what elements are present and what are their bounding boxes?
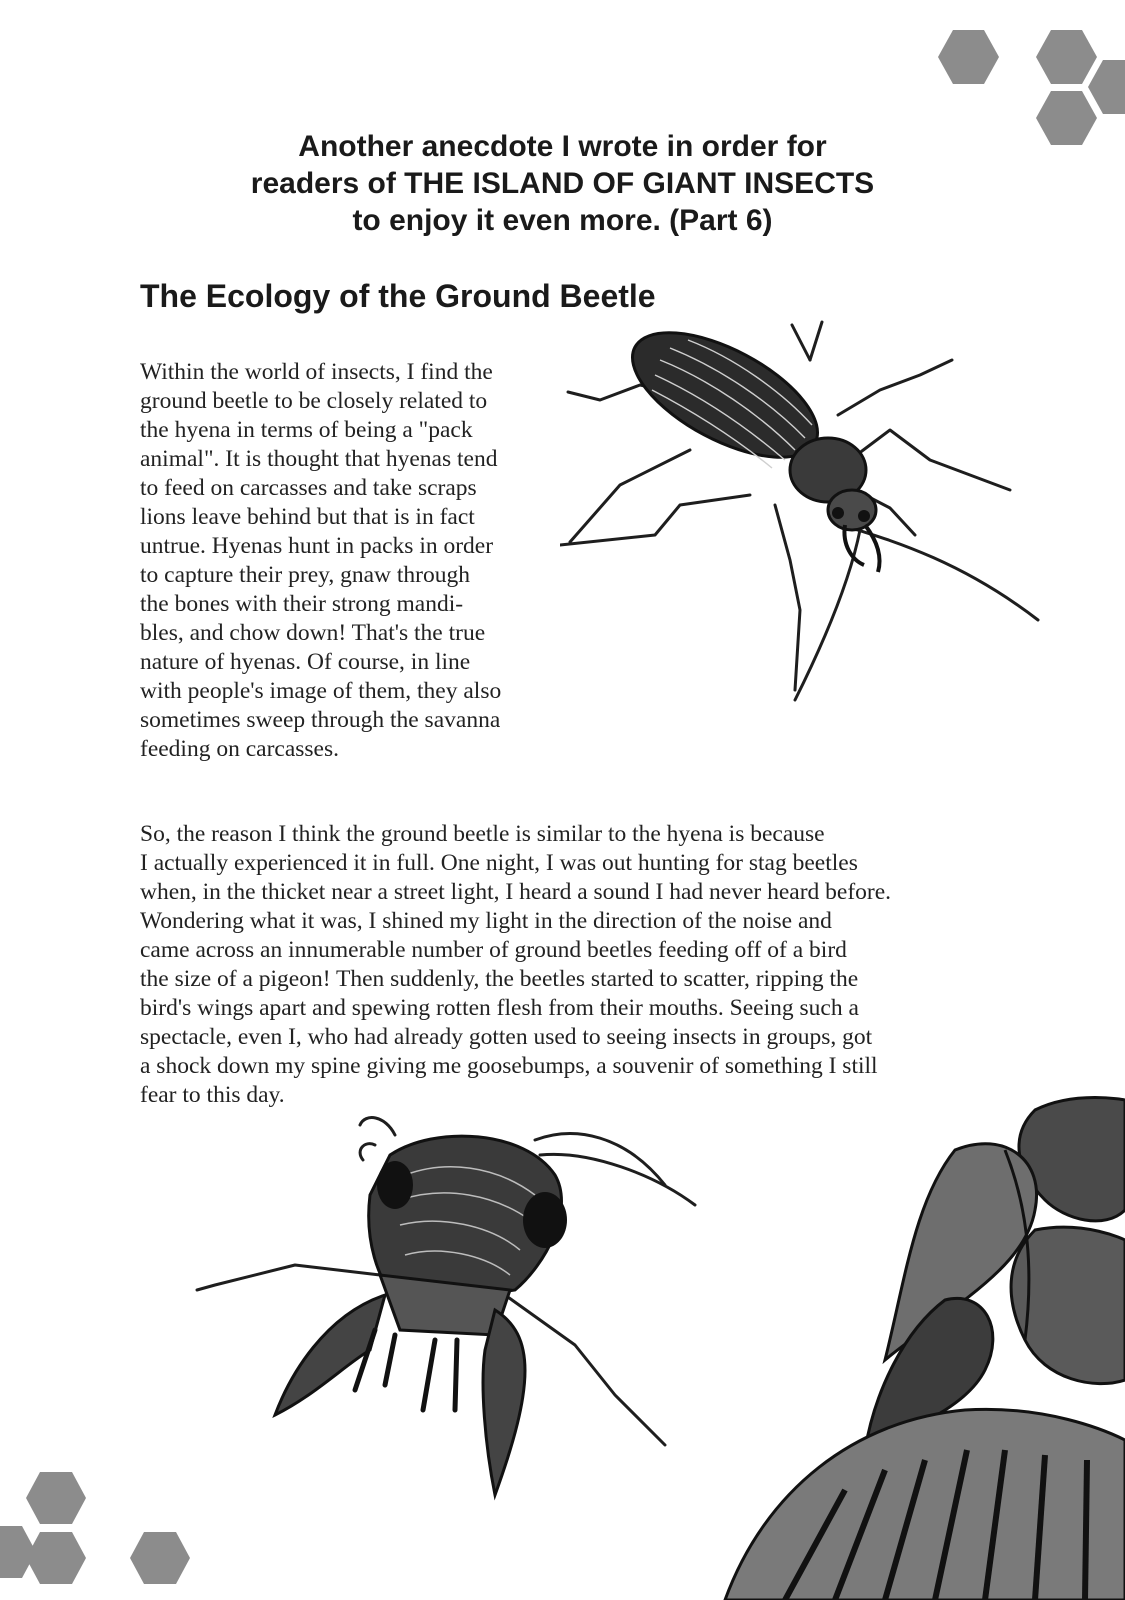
text-line: bird's wings apart and spewing rotten flesh from their mouths. Seeing such a xyxy=(140,995,859,1021)
page-title xyxy=(150,128,975,239)
hexagon-icon xyxy=(938,30,999,84)
text-line: to feed on carcasses and take scraps xyxy=(140,475,477,501)
text-line: untrue. Hyenas hunt in packs in order xyxy=(140,533,494,559)
text-line: a shock down my spine giving me goosebumps, a souvenir of something I still xyxy=(140,1053,878,1079)
text-line: nature of hyenas. Of course, in line xyxy=(140,649,471,675)
text-line: Within the world of insects, I find the xyxy=(140,359,493,385)
text-line: I actually experienced it in full. One night, I was out hunting for stag beetles xyxy=(140,850,858,876)
text-line: sometimes sweep through the savanna xyxy=(140,707,501,733)
ground-beetle-illustration xyxy=(560,320,1070,720)
text-line: bles, and chow down! That's the true xyxy=(140,620,486,646)
text-line: animal". It is thought that hyenas tend xyxy=(140,446,498,472)
text-line: lions leave behind but that is in fact xyxy=(140,504,475,530)
text-line: the bones with their strong mandi- xyxy=(140,591,464,617)
text-line: the size of a pigeon! Then suddenly, the beetles started to scatter, ripping the xyxy=(140,966,859,992)
beetle-head-illustration xyxy=(195,1115,715,1535)
text-line: spectacle, even I, who had already gotten used to seeing insects in groups, got xyxy=(140,1024,873,1050)
text-line: Wondering what it was, I shined my light in the direction of the noise and xyxy=(140,908,832,934)
text-line: the hyena in terms of being a "pack xyxy=(140,417,473,443)
paragraph-2 xyxy=(140,820,1010,1110)
title-line: readers of THE ISLAND OF GIANT INSECTS xyxy=(250,167,875,200)
text-line: fear to this day. xyxy=(140,1082,285,1108)
hexagon-icon xyxy=(1036,91,1097,145)
text-line: feeding on carcasses. xyxy=(140,736,340,762)
title-line: Another anecdote I wrote in order for xyxy=(298,130,827,163)
hexagon-decoration-bottom-left xyxy=(0,1470,200,1600)
text-line: with people's image of them, they also xyxy=(140,678,502,704)
text-line: when, in the thicket near a street light, I heard a sound I had never heard before. xyxy=(140,879,892,905)
hexagon-icon xyxy=(1088,60,1125,114)
hexagon-icon xyxy=(26,1472,86,1524)
text-line: So, the reason I think the ground beetle is similar to the hyena is because xyxy=(140,821,825,847)
hexagon-icon xyxy=(1036,30,1097,84)
text-line: ground beetle to be closely related to xyxy=(140,388,488,414)
title-line: to enjoy it even more. (Part 6) xyxy=(352,204,773,237)
text-line: to capture their prey, gnaw through xyxy=(140,562,470,588)
hexagon-icon xyxy=(26,1532,86,1584)
text-line: came across an innumerable number of ground beetles feeding off of a bird xyxy=(140,937,847,963)
section-heading: The Ecology of the Ground Beetle xyxy=(140,278,656,314)
leaves-illustration xyxy=(705,1090,1125,1600)
hexagon-icon xyxy=(130,1532,190,1584)
paragraph-1 xyxy=(140,358,565,764)
